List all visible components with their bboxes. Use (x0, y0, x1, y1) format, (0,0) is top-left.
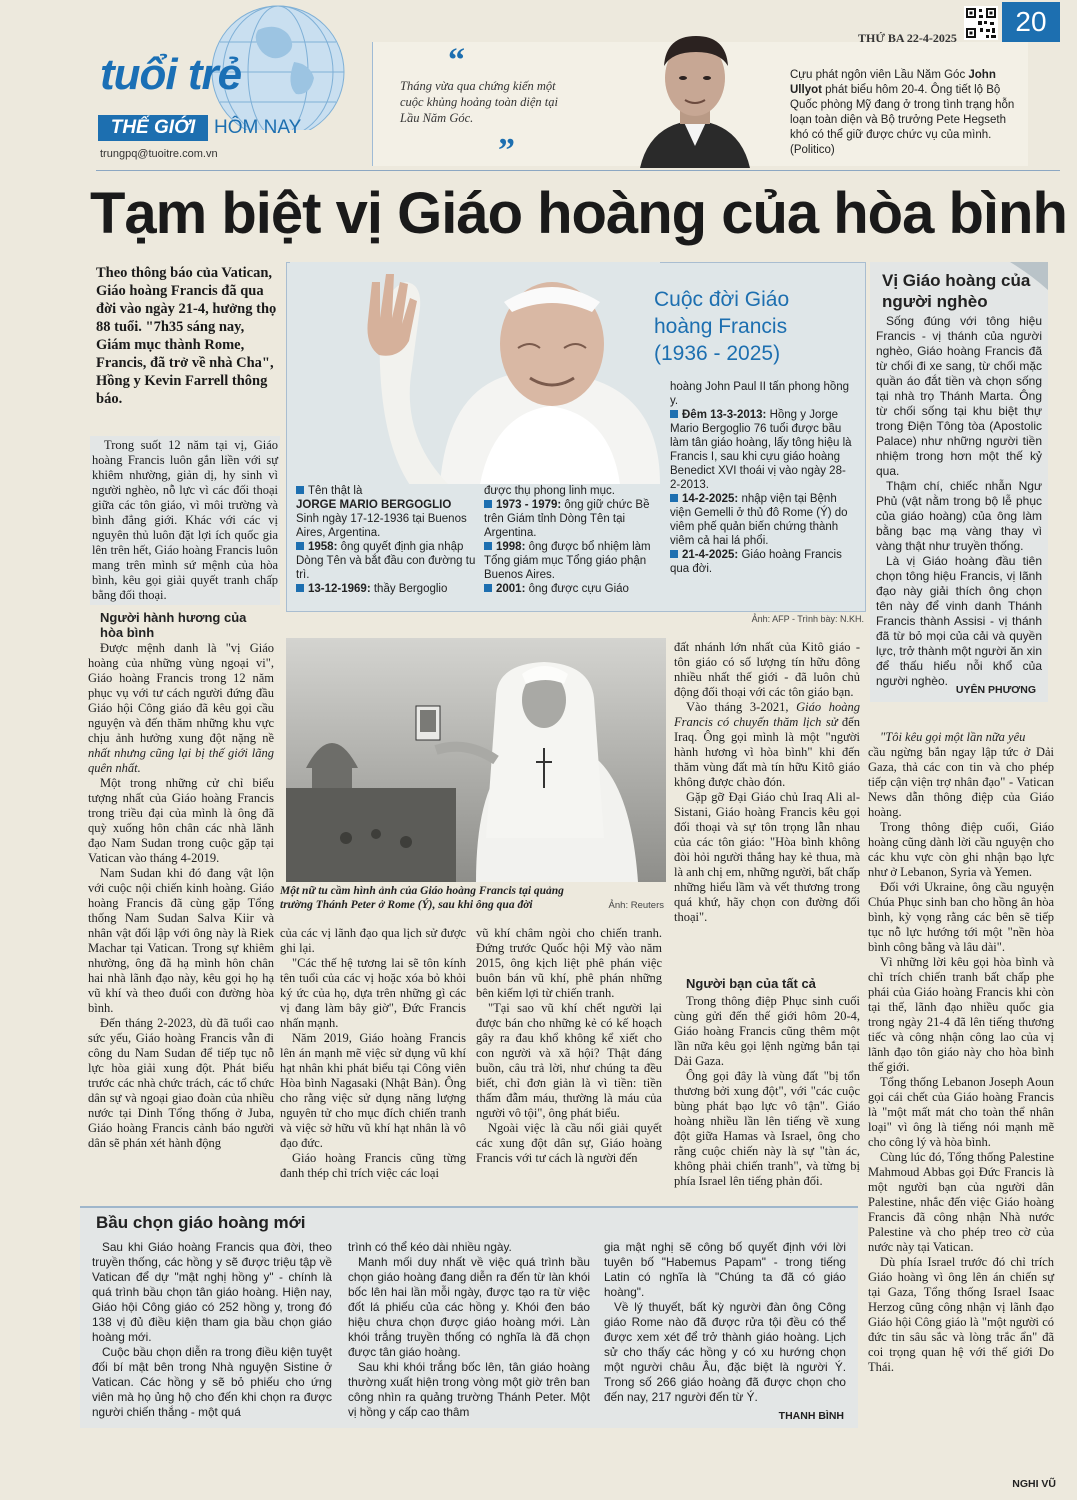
col1-intro: Trong suốt 12 năm tại vị, Giáo hoàng Francis luôn gắn liền với sự khiêm nhường, giản dị, hy sinh vì người nghèo, nỗ lực vì các đối thoại giữa các tôn giáo, vì môi trường và bình đẳng giới. Khác với các vị nguyên thủ luôn đặt lợi ích quốc gia lên trên hết, Giáo hoàng Francis luôn mang trên mình sứ mệnh của hòa bình, kêu gọi giải quyết tranh chấp bằng đối thoại. (90, 436, 280, 605)
col1-paragraph: Nam Sudan khi đó đang vật lộn với cuộc nội chiến kinh hoàng. Giáo hoàng Francis đã cùng gặp Tổng thống Nam Sudan Salva Kiir và nhân vật đối lập với ông này là Riek Machar tại Vatican. Trong sự khiêm nhường, ông đã hạ mình hôn chân hai nhà lãnh đạo này, kêu gọi họ hạ vũ khí và theo đuổi con đường hòa bình. (88, 866, 274, 1015)
col1-paragraph: Một trong những cử chỉ biểu tượng nhất của Giáo hoàng Francis trong triều đại của mình là ông đã quỳ xuống hôn chân các nhà lãnh đạo Nam Sudan trong cuộc gặp tại Vatican vào tháng 4-2019. (88, 776, 274, 865)
timeline-entry: 2001: ông được cựu Giáo (484, 582, 660, 596)
col5-body (868, 730, 1054, 1375)
col2-paragraph: Năm 2019, Giáo hoàng Francis lên án mạnh mẽ việc sử dụng vũ khí hạt nhân khi phát biểu tại Công viên Hòa bình Nagasaki (Nhật Bản). Ông cho rằng việc sử dụng năng lượng nguyên tử cho mục đích chiến tranh và việc sở hữu vũ khí hạt nhân là vô đạo đức. (280, 1031, 466, 1150)
col5-author: NGHI VŨ (1012, 1478, 1056, 1490)
sidebar-poor-title: Vị Giáo hoàng của người nghèo (882, 271, 1031, 311)
qr-code-icon[interactable] (964, 6, 998, 40)
col1-paragraph: Được mệnh danh là "vị Giáo hoàng của những vùng ngoại vi", Giáo hoàng Francis trong 12 năm phục vụ với tư cách người đứng đầu Giáo hội Công giáo đã kêu gọi cầu nguyện và đến thăm những khu vực chịu ảnh hưởng xung đột nặng nề nhất nhưng cũng lại bị thế giới lãng quên nhất. (88, 641, 274, 775)
col1-paragraph: Đến tháng 2-2023, dù đã tuổi cao sức yếu, Giáo hoàng Francis vẫn đi công du Nam Sudan để tiếp tục nỗ lực hòa giải xung đột. Phát biểu trước các nhà chức trách, các tổ chức dân sự và ngoại giao đoàn của nhiều nước tại Dinh Tổng thống ở Juba, Giáo hoàng Francis cảnh báo người dân sẽ phán xét hành động (88, 1016, 274, 1150)
timeline-entry: 1958: ông quyết định gia nhập Dòng Tên và bắt đầu con đường tu trì. (296, 541, 476, 581)
timeline-entry: 1973 - 1979: ông giữ chức Bề trên Giám tỉnh Dòng Tên tại Argentina. (484, 499, 650, 539)
open-quote-icon: “ (448, 42, 465, 79)
vote-col2 (348, 1240, 590, 1420)
page-number: 20 (1002, 2, 1060, 42)
vote-paragraph: Manh mối duy nhất về việc quá trình bầu chọn giáo hoàng đang diễn ra đến từ làn khói bốc lên hai lần mỗi ngày, được tạo ra từ việc đốt lá phiếu của các hồng y. Khói đen báo hiệu chưa chọn được giáo hoàng mới. Làn khói trắng truyền thống có nghĩa là đã chọn được tân giáo hoàng. (348, 1255, 590, 1359)
timeline-entry: được thụ phong linh mục. (484, 485, 615, 497)
timeline-entry: hoàng John Paul II tấn phong hồng y. (670, 381, 850, 407)
john-ullyot-portrait (622, 20, 768, 168)
col3-paragraph: vũ khí châm ngòi cho chiến tranh. Đứng trước Quốc hội Mỹ vào năm 2015, ông kịch liệt phê phán việc buôn bán vũ khí, phê phán những bên kiếm lợi từ chiến tranh. (476, 926, 662, 1000)
col4-body-b (674, 994, 860, 1189)
vote-paragraph: gia mật nghị sẽ công bố quyết định với lời tuyên bố "Habemus Papam" - trong tiếng Latin có nghĩa là "Chúng ta đã có giáo hoàng". (604, 1240, 846, 1299)
attribution-desc: phát biểu hôm 20-4. Ông tiết lộ Bộ Quốc phòng Mỹ đang ở trong tình trạng hỗn loạn toàn diện và Bộ trưởng Pete Hegseth khó có thể giữ được chức vụ của mình. (Politico) (790, 84, 1015, 156)
col3-paragraph: Ngoài việc là cầu nối giải quyết các xung đột dân sự, Giáo hoàng Francis với tư cách là người đến (476, 1121, 662, 1165)
lead-paragraph: Theo thông báo của Vatican, Giáo hoàng Francis đã qua đời vào ngày 21-4, hưởng thọ 88 tuổi. "7h35 sáng nay, Giám mục thành Rome, Francis, đã trở về nhà Cha", Hồng y Kevin Farrell thông báo. (96, 265, 277, 407)
bullet-icon (484, 500, 492, 508)
subhead-friend: Người bạn của tất cả (686, 976, 816, 991)
vote-author: THANH BÌNH (778, 1410, 844, 1422)
col5-paragraph: cầu ngừng bắn ngay lập tức ở Dải Gaza, thả các con tin và cho phép tiếp cận viện trợ nhân đạo" - Vatican News dẫn thông điệp của Giáo hoàng. (868, 745, 1054, 819)
bullet-icon (296, 542, 304, 550)
editor-email[interactable]: trungpq@tuoitre.com.vn (100, 148, 218, 160)
timeline-title: Cuộc đời Giáo hoàng Francis (1936 - 2025) (654, 288, 790, 365)
timeline-entry: 14-2-2025: nhập viện tại Bệnh viện Gemelli ở thủ đô Rome (Ý) do viêm phế quản biến chứng thành viêm cả hai lá phổi. (670, 493, 848, 547)
real-name: JORGE MARIO BERGOGLIO (296, 499, 452, 511)
col3-paragraph: "Tại sao vũ khí chết người lại được bán cho những kẻ có kế hoạch gây ra đau khổ không kể xiết cho con người và xã hội? Thật đáng buồn, câu trả lời, như chúng ta đều biết, chỉ đơn giản là vì tiền: tiền thấm đẫm máu, thường là máu của người vô tội", ông phát biểu. (476, 1001, 662, 1120)
timeline-entry: Đêm 13-3-2013: Hồng y Jorge Mario Bergoglio 76 tuổi được bầu làm tân giáo hoàng, lấy tông hiệu là Francis I, sau khi cựu giáo hoàng Benedict XVI thoái vị vào ngày 28-2-2013. (670, 409, 852, 491)
vote-paragraph: trình có thể kéo dài nhiều ngày. (348, 1240, 512, 1254)
vote-paragraph: Cuộc bầu chọn diễn ra trong điều kiện tuyệt đối bí mật bên trong Nhà nguyện Sistine ở Vatican. Các hồng y sẽ bỏ phiếu cho ứng viên mà họ ủng hộ cho đến khi chọn ra được người chiến thắng - một quá (92, 1345, 332, 1419)
col5-paragraph: Dù phía Israel trước đó chỉ trích Giáo hoàng vì ông lên án chiến sự tại Gaza, Tổng thống Israel Isaac Herzog cũng công nhận vị lãnh đạo Giáo hội Công giáo là "một người có đức tin sâu sắc và lòng trắc ẩn" đã coi trọng quan hệ với thế giới Do Thái. (868, 1255, 1054, 1374)
close-quote-icon: ” (498, 132, 515, 169)
section-label-b: HÔM NAY (214, 117, 302, 138)
section-label-a: THẾ GIỚI (98, 115, 208, 141)
quote-text: Tháng vừa qua chứng kiến một cuộc khủng hoảng toàn diện tại Lầu Năm Góc. (400, 79, 558, 125)
photo-credit: Ảnh: Reuters (608, 900, 664, 911)
col4-paragraph: Gặp gỡ Đại Giáo chủ Iraq Ali al-Sistani, Giáo hoàng Francis kêu gọi đối thoại và sự tôn trọng lẫn nhau của các tôn giáo: "Hòa bình không đòi hỏi người thắng hay kẻ thua, mà là anh chị em, những người, bất chấp những hiểu lầm và vết thương trong quá khứ, hãy chọn con đường đối thoại". (674, 790, 860, 924)
col4-paragraph: Ông gọi đây là vùng đất "bị tổn thương bởi xung đột", với "các cuộc bùng phát bạo lực vô tận". Giáo hoàng nhiều lần lên tiếng về xung đột giữa Hamas và Israel, ông cho rằng cuộc chiến này là sự "tàn ác, không phải chiến tranh", và từng bị phía Israel lên tiếng phản đối. (674, 1069, 860, 1188)
col5-paragraph: Vì những lời kêu gọi hòa bình và chỉ trích chiến tranh bất chấp phe phái của Giáo hoàng Francis khi còn tại thế, lãnh đạo nhiều quốc gia trong ngày 21-4 đã lên tiếng thương tiếc và công nhận công lao của vị lãnh đạo tôn giáo này cho hòa bình thế giới. (868, 955, 1054, 1074)
col4-paragraph: Trong thông điệp Phục sinh cuối cùng gửi đến thế giới hôm 20-4, Giáo hoàng Francis cũng thêm một lần nữa kêu gọi lệnh ngừng bắn tại Dải Gaza. (674, 994, 860, 1068)
col5-paragraph: Đối với Ukraine, ông cầu nguyện Chúa Phục sinh ban cho hồng ân hòa bình, kỳ vọng rằng các bên sẽ tiếp tục nỗ lực hướng tới một "nền hòa bình công bằng và lâu dài". (868, 880, 1054, 954)
col2-body (280, 926, 466, 1181)
col4-paragraph: đất nhánh lớn nhất của Kitô giáo - tôn giáo có số lượng tín hữu đông nhiều nhất thế giới - đã luôn chủ động đối thoại với các tôn giáo bạn. (674, 640, 860, 699)
col1-body (88, 641, 274, 1151)
col2-paragraph: "Các thế hệ tương lai sẽ tôn kính tên tuổi của các vị hoặc xóa bỏ khỏi ký ức của họ, dựa trên những gì các vị đang làm bây giờ", Đức Francis nhấn mạnh. (280, 956, 466, 1030)
masthead-logo: tuổi trẻ (100, 50, 242, 99)
sidebar-paragraph: Là vị Giáo hoàng đầu tiên chọn tông hiệu Francis, vị lãnh đạo này giải thích ông chọn tên này để vinh danh Thánh Francis thành Assisi - vị thánh đã từ bỏ mọi của cải và quyền lực, trở thành một người ăn xin để thấu hiểu nỗi khổ của người nghèo. (876, 554, 1042, 688)
attribution-prefix: Cựu phát ngôn viên Lầu Năm Góc (790, 69, 969, 81)
pope-waving-photo (290, 262, 660, 484)
bullet-icon (296, 486, 304, 494)
col4-body (674, 640, 860, 925)
bullet-icon (670, 550, 678, 558)
vote-col1 (92, 1240, 332, 1420)
subhead-pilgrim: Người hành hương của hòa bình (100, 610, 247, 640)
timeline-entry: 13-12-1969: thầy Bergoglio (296, 582, 476, 596)
timeline-credit: Ảnh: AFP - Trình bày: N.KH. (751, 614, 864, 624)
sidebar-paragraph: Thậm chí, chiếc nhẫn Ngư Phủ (vật nằm trong bộ lễ phục của giáo hoàng) của ông làm bằng bạc mạ vàng thay vì vàng thật như truyền thống. (876, 479, 1042, 553)
col4-paragraph: Vào tháng 3-2021, Giáo hoàng Francis có chuyến thăm lịch sử đến Iraq. Ông gọi mình là một "người hành hương vì hòa bình" khi đến thăm vùng đất mà tín hữu Kitô giáo không được chào đón. (674, 700, 860, 789)
col2-paragraph: Giáo hoàng Francis cũng từng đanh thép chỉ trích việc các loại (280, 1151, 466, 1180)
sidebar-author: UYÊN PHƯƠNG (955, 684, 1036, 696)
bullet-icon (484, 584, 492, 592)
timeline-entry: Tên thật là (296, 484, 476, 498)
vote-paragraph: Sau khi khói trắng bốc lên, tân giáo hoàng thường xuất hiện trong vòng một giờ trên ban công nhìn ra quảng trường Thánh Peter. Một vị hồng y cấp cao thâm (348, 1360, 590, 1419)
col5-paragraph: Tổng thống Lebanon Joseph Aoun gọi cái chết của Giáo hoàng Francis là "một mất mát cho toàn thể nhân loại" vì ông là tiếng nói mạnh mẽ cho công lý và hòa bình. (868, 1075, 1054, 1149)
timeline-entry: Sinh ngày 17-12-1936 tại Buenos Aires, Argentina. (296, 513, 467, 539)
bullet-icon (296, 584, 304, 592)
nun-photo (286, 638, 666, 882)
vote-col3 (604, 1240, 846, 1405)
headline: Tạm biệt vị Giáo hoàng của hòa bình (90, 181, 1067, 246)
sidebar-page-curl (1010, 262, 1048, 290)
col3-body (476, 926, 662, 1166)
col5-quote: "Tôi kêu gọi một lần nữa yêu (880, 730, 1026, 744)
timeline-col1 (296, 484, 476, 596)
bullet-icon (670, 494, 678, 502)
photo-caption: Một nữ tu cầm hình ảnh của Giáo hoàng Francis tại quảng trường Thánh Peter ở Rome (Ý), sau khi ông qua đời (280, 885, 564, 911)
quote-attribution (790, 68, 1026, 158)
person-name: John Ullyot (790, 69, 996, 96)
sidebar-paragraph: Sống đúng với tông hiệu Francis - vị thánh của người nghèo, Giáo hoàng Francis đã từ chối đi xe sang, từ chối mặc quần áo đắt tiền và chọn sống tại nhà trọ Thánh Marta. Ông từ chối sống tại khu biệt thự trong Điện Tông tòa (Apostolic Palace) như những người tiền nhiệm trong hơn một thế kỷ qua. (876, 314, 1042, 478)
masthead-rule (96, 170, 1060, 171)
vote-box-title: Bầu chọn giáo hoàng mới (96, 1213, 306, 1232)
timeline-col3 (670, 380, 856, 576)
col5-paragraph: Trong thông điệp cuối, Giáo hoàng cũng dành lời cầu nguyện cho các khu vực còn ghi nhận bạo lực như ở Lebanon, Syria và Yemen. (868, 820, 1054, 879)
sidebar-poor-body (876, 314, 1042, 689)
bullet-icon (670, 410, 678, 418)
timeline-entry: 1998: ông được bổ nhiệm làm Tổng giám mục Tổng giáo phận Buenos Aires. (484, 541, 651, 581)
col5-paragraph: Cùng lúc đó, Tổng thống Palestine Mahmoud Abbas gọi Đức Francis là một người bạn của người dân Palestine, nhắc đến việc Giáo hoàng Francis đã công nhận Nhà nước Palestine và cho phép treo cờ của nước này tại Vatican. (868, 1150, 1054, 1254)
issue-date: THỨ BA 22-4-2025 (858, 31, 957, 45)
bullet-icon (484, 542, 492, 550)
col2-paragraph: của các vị lãnh đạo qua lịch sử được ghi lại. (280, 926, 466, 955)
vote-paragraph: Về lý thuyết, bất kỳ người đàn ông Công giáo Rome nào đã được rửa tội đều có thể được xem xét để trở thành giáo hoàng. Lịch sử cho thấy các hồng y có xu hướng chọn một người châu Âu, đặc biệt là người Ý. Trong số 266 giáo hoàng đã được chọn cho đến nay, 217 người đến từ Ý. (604, 1300, 846, 1404)
timeline-entry: 21-4-2025: Giáo hoàng Francis qua đời. (670, 549, 842, 575)
timeline-col2 (484, 484, 660, 596)
vote-paragraph: Sau khi Giáo hoàng Francis qua đời, theo truyền thống, các hồng y sẽ được triệu tập về Vatican để dự "mật nghị hồng y" - chính là quá trình bầu chọn tân giáo hoàng. Hiện nay, Giáo hội Công giáo có 252 hồng y, trong đó 138 vị đủ điều kiện tham gia bầu chọn giáo hoàng mới. (92, 1240, 332, 1344)
